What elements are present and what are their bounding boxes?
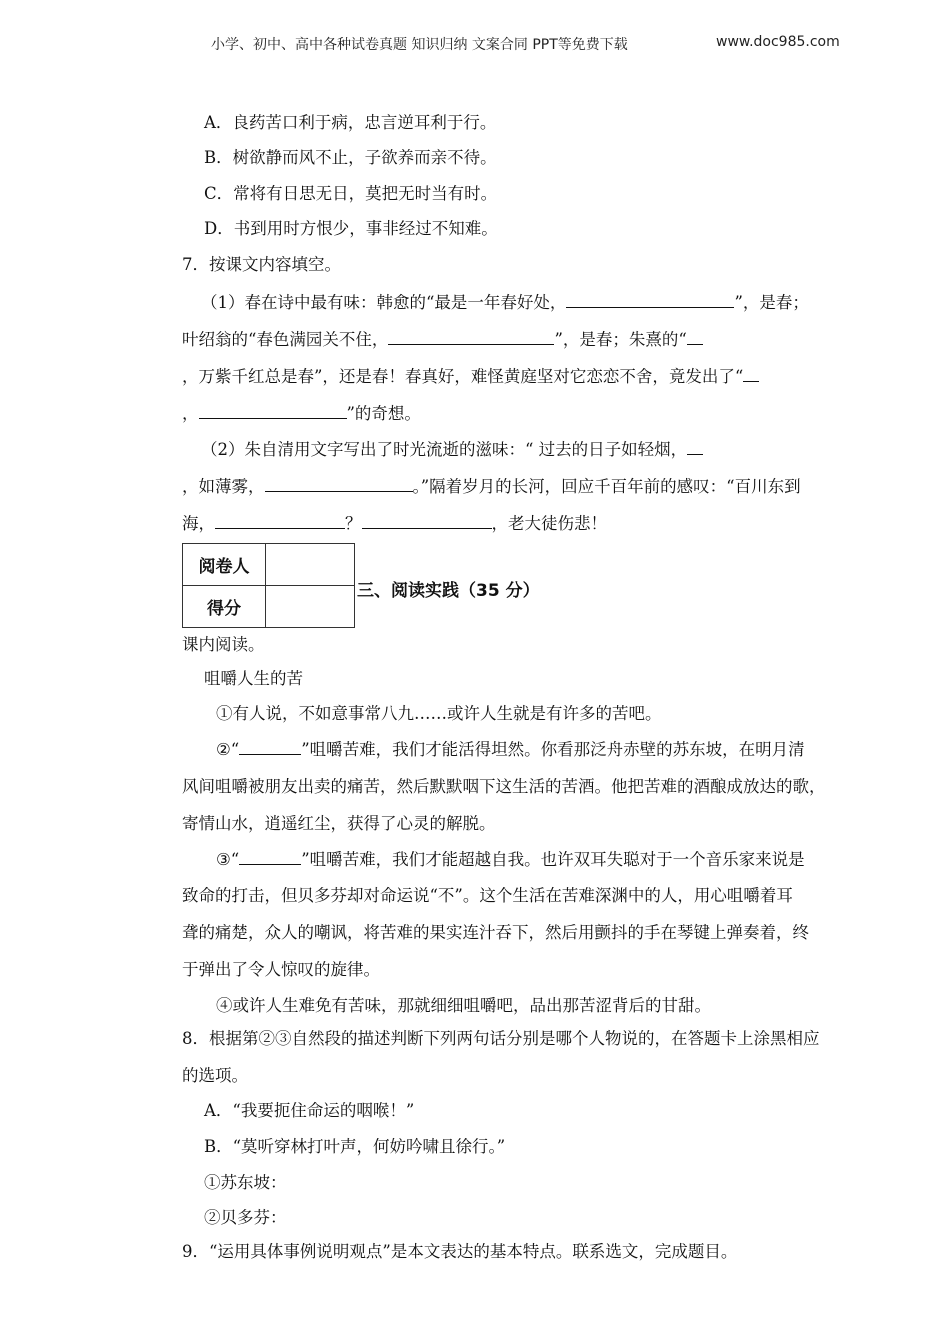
para3-l1b: ”咀嚼苦难，我们才能超越自我。也许双耳失聪对于一个音乐家来说是	[301, 850, 805, 869]
q7-p1-line3	[182, 364, 759, 389]
section-title: 三、阅读实践（35 分）	[357, 581, 540, 601]
header-text: 小学、初中、高中各种试卷真题 知识归纳 文案合同 PPT等免费下载	[211, 37, 628, 53]
q7-p1-l1b: ”，是春；	[734, 293, 809, 312]
q7-p1-line4	[182, 401, 421, 426]
reading-para4: ④或许人生难免有苦味，那就细细咀嚼吧，品出那苦涩背后的甘甜。	[216, 996, 711, 1015]
answer-blank[interactable]	[215, 511, 345, 529]
answer-blank[interactable]	[687, 327, 703, 345]
q6-option-b: B．树欲静而风不止，子欲养而亲不待。	[204, 148, 497, 167]
answer-blank[interactable]	[239, 737, 301, 755]
score-table	[182, 543, 355, 628]
answer-blank[interactable]	[566, 290, 734, 308]
q7-p1-l2a: 叶绍翁的“春色满园关不住，	[182, 330, 389, 349]
q7-p2-l3b: ？	[345, 514, 362, 533]
q7-p2-l1: （2）朱自清用文字写出了时光流逝的滋味：“ 过去的日子如轻烟，	[201, 440, 688, 459]
q7-p1-line1	[201, 290, 809, 315]
q6-option-d: D．书到用时方恨少，事非经过不知难。	[204, 219, 498, 238]
reading-para2-line2: 风间咀嚼被朋友出卖的痛苦，然后默默咽下这生活的苦酒。他把苦难的酒酿成放达的歌，	[182, 777, 826, 796]
para3-l1a: ③“	[216, 850, 240, 869]
q7-p1-l3: ，万紫千红总是春”，还是春！春真好，难怪黄庭坚对它恋恋不舍，竟发出了“	[182, 367, 744, 386]
q8-option-b: B．“莫听穿林打叶声，何妨吟啸且徐行。”	[204, 1137, 506, 1156]
q8-line2: 的选项。	[182, 1066, 248, 1085]
q8-answer-1: ①苏东坡：	[204, 1173, 287, 1192]
q7-p2-l3a: 海，	[182, 514, 215, 533]
reading-para2-line3: 寄情山水，逍遥红尘，获得了心灵的解脱。	[182, 814, 496, 833]
reading-intro: 课内阅读。	[182, 635, 265, 654]
score-label: 得分	[183, 586, 266, 628]
q7-p2-line2	[182, 474, 801, 499]
score-value[interactable]	[266, 586, 355, 628]
q6-option-a: A．良药苦口利于病，忠言逆耳利于行。	[204, 113, 497, 132]
header-url: www.doc985.com	[716, 34, 840, 50]
answer-blank[interactable]	[239, 847, 301, 865]
reviewer-label: 阅卷人	[183, 544, 266, 586]
q8-option-a: A．“我要扼住命运的咽喉！”	[204, 1101, 415, 1120]
reading-para3-line3: 聋的痛楚，众人的嘲讽，将苦难的果实连汁吞下，然后用颤抖的手在琴键上弹奏着，终	[182, 923, 809, 942]
q7-p2-l3c: ，老大徒伤悲！	[491, 514, 607, 533]
q7-p2-line1	[201, 437, 703, 462]
q7-p1-l4a: ，	[182, 404, 199, 423]
reading-para3-line2: 致命的打击，但贝多芬却对命运说“不”。这个生活在苦难深渊中的人，用心咀嚼着耳	[182, 886, 793, 905]
reading-para2-line1	[216, 737, 805, 762]
reading-para3-line4: 于弹出了令人惊叹的旋律。	[182, 960, 380, 979]
answer-blank[interactable]	[199, 401, 347, 419]
para2-l1b: ”咀嚼苦难，我们才能活得坦然。你看那泛舟赤壁的苏东坡，在明月清	[301, 740, 805, 759]
reading-para1: ①有人说，不如意事常八九……或许人生就是有许多的苦吧。	[216, 704, 662, 723]
q7-p1-l2b: ”，是春；朱熹的“	[554, 330, 687, 349]
answer-blank[interactable]	[362, 511, 492, 529]
q7-p2-l2b: 。”隔着岁月的长河，回应千百年前的感叹：“百川东到	[412, 477, 801, 496]
reviewer-value[interactable]	[266, 544, 355, 586]
reading-title: 咀嚼人生的苦	[204, 669, 303, 688]
q7-p1-l4b: ”的奇想。	[346, 404, 421, 423]
answer-blank[interactable]	[687, 437, 703, 455]
q8-answer-2: ②贝多芬：	[204, 1208, 287, 1227]
q7-p1-line2	[182, 327, 703, 352]
q6-option-c: C．常将有日思无日，莫把无时当有时。	[204, 184, 498, 203]
para2-l1a: ②“	[216, 740, 240, 759]
answer-blank[interactable]	[743, 364, 759, 382]
q8-line1: 8．根据第②③自然段的描述判断下列两句话分别是哪个人物说的，在答题卡上涂黑相应	[182, 1029, 820, 1048]
reading-para3-line1	[216, 847, 805, 872]
answer-blank[interactable]	[265, 474, 413, 492]
q9-line1: 9．“运用具体事例说明观点”是本文表达的基本特点。联系选文，完成题目。	[182, 1242, 738, 1261]
q7-title: 7．按课文内容填空。	[182, 255, 341, 274]
q7-p2-l2a: ，如薄雾，	[182, 477, 265, 496]
q7-p1-l1a: （1）春在诗中最有味：韩愈的“最是一年春好处，	[201, 293, 567, 312]
answer-blank[interactable]	[388, 327, 554, 345]
q7-p2-line3	[182, 511, 607, 536]
